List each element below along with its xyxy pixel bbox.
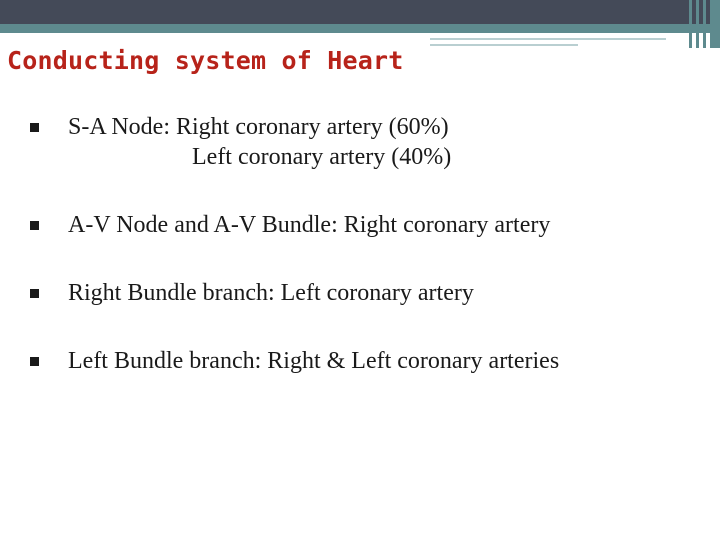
bullet-item (30, 278, 559, 308)
bullet-item (30, 210, 559, 240)
slide-title: Conducting system of Heart (7, 46, 404, 75)
header-stripe (689, 0, 692, 48)
header-divider-line (430, 44, 578, 46)
bullet-list (30, 112, 559, 376)
bullet-text: A-V Node and A-V Bundle: Right coronary artery (68, 212, 551, 238)
bullet-text: Right Bundle branch: Left coronary artery (68, 280, 474, 306)
bullet-text: S-A Node: Right coronary artery (60%) (68, 114, 449, 140)
header-divider-line (430, 38, 666, 40)
bullet-item (30, 346, 559, 376)
square-bullet-icon (30, 289, 39, 298)
header-stripe (696, 0, 699, 48)
bullet-item (30, 112, 559, 172)
square-bullet-icon (30, 357, 39, 366)
bullet-text: Left Bundle branch: Right & Left coronary arteries (68, 348, 560, 374)
bullet-subline: Left coronary artery (40%) (192, 144, 452, 170)
header-accent-bar (0, 24, 720, 33)
header-bar (0, 0, 720, 24)
header-stripe (710, 0, 720, 48)
header-stripe (703, 0, 706, 48)
square-bullet-icon (30, 123, 39, 132)
square-bullet-icon (30, 221, 39, 230)
